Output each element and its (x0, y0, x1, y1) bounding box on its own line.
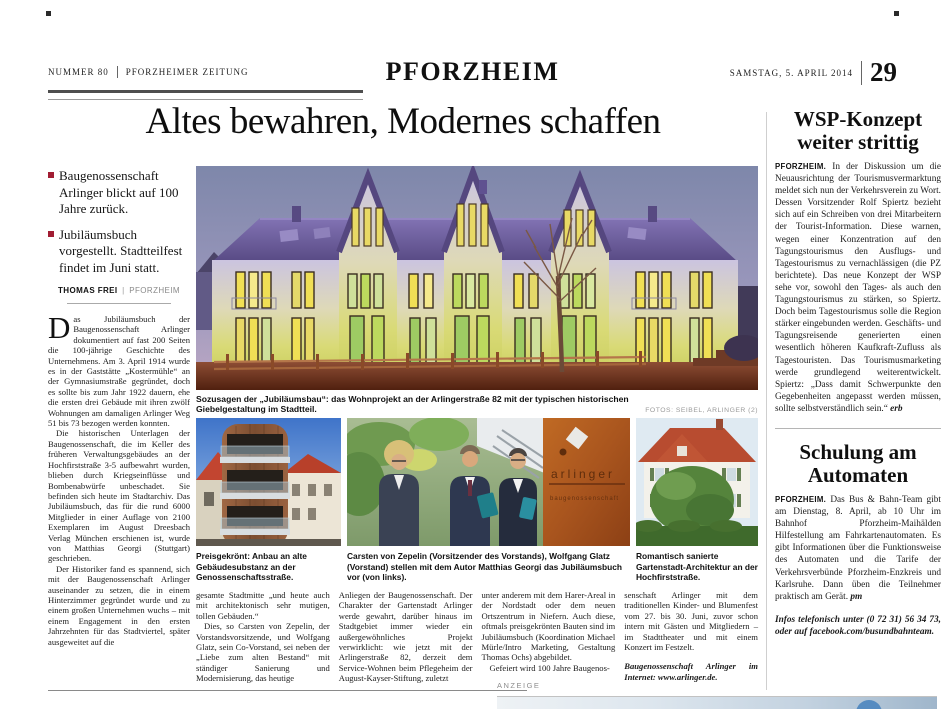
gartenstadt-illustration (636, 418, 758, 546)
teaser-text: Jubiläumsbuch vorgestellt. Stadtteilfest findet im Juni statt. (59, 226, 183, 275)
masthead-right (730, 57, 897, 88)
contact-info: Infos telefonisch unter (0 72 31) 56 34 73, oder auf facebook.com/busundbahnteam. (775, 614, 941, 637)
internet-note: Baugenossenschaft Arlinger im Internet: www.arlinger.de. (624, 661, 758, 682)
annex-illustration (196, 418, 341, 546)
paragraph: Anliegen der Baugenossenschaft. Der Charakter der Gartenstadt Arlinger werde gewahrt, darüber hinaus im Stadtgebiet immer wieder ein außergewöhnliches Projekt verwirklicht: wie jetzt mit der Arlingerstraße 82, derzeit dem Service-Wohnen beim Pflegeheim der August-Kayser-Stiftung, zuletzt (338, 590, 473, 684)
caption-annex: Preisgekrönt: Anbau an alte Gebäudesubstanz an der Genossenschaftsstraße. (196, 551, 307, 583)
wsp-headline-line2: weiter strittig (797, 130, 919, 154)
sign-text-baugenossenschaft: baugenossenschaft (550, 496, 620, 502)
byline-rule (67, 303, 171, 304)
paper-name: PFORZHEIMER ZEITUNG (125, 67, 249, 77)
article-body-col2 (196, 590, 330, 684)
photo-gartenstadt-house (636, 418, 758, 546)
caption-gartenstadt: Romantisch sanierte Gartenstadt-Architektur an der Hochfirststraße. (636, 551, 758, 583)
divider (861, 61, 862, 85)
teaser-bullet (48, 227, 190, 277)
article-bottom-columns (196, 590, 758, 684)
advertisement-strip (497, 696, 937, 709)
caption-board: Carsten von Zepelin (Vorsitzender des Vorstands), Wolfgang Glatz (Vorstand) stellen mit dem Autor Matthias Georgi das Jubiläumsbuch vor (von links). (347, 551, 623, 583)
caption-text: Sozusagen der „Jubiläumsbau“: das Wohnprojekt an der Arlingerstraße 82 mit der typischen historischen Giebelgestaltung im Stadtteil. (196, 394, 629, 414)
schulung-headline (775, 441, 941, 487)
paragraph: Der Historiker fand es spannend, sich mit der Baugenossenschaft Arlinger auseinander zu setzen, die in einem Hinterzimmer gegründet wurde und zu einem großen Unternehmen wuchs – mit einem Engagement in den ersten Jahrzehnten für das Stadtviertel, später ausgeweitet auf die (48, 563, 190, 647)
issue-number: NUMMER 80 (48, 67, 109, 77)
dateline: PFORZHEIM. (775, 162, 827, 171)
schulung-headline-line1: Schulung am (799, 439, 917, 464)
ad-logo-fragment (856, 700, 882, 709)
article-wsp (775, 108, 941, 415)
masthead (48, 57, 897, 91)
main-photo-caption (196, 394, 758, 414)
wsp-headline (775, 108, 941, 154)
photo-credit: FOTOS: SEIBEL, ARLINGER (2) (645, 407, 758, 414)
sign-text-arlinger: arlinger (551, 467, 616, 481)
photo-strip (196, 418, 758, 546)
column-divider (766, 112, 767, 690)
lead-column (48, 168, 190, 647)
right-rail (775, 108, 941, 638)
byline (48, 286, 190, 295)
author-name: THOMAS FREI (58, 286, 118, 295)
paragraph: Die historischen Unterlagen der Baugenossenschaft, die im Keller des früheren Verwaltungsgebäudes an der Hochfirststraße 3-5 aufbewahrt wurden, blieben durch Kriegseinflüsse und Bombenabwürfe unbeschadet. Sie befinden sich heute im Stadtarchiv. Das Jubiläumsbuch, das für die rund 6000 Mitglieder in einer Auflage von 2100 Exemplaren im August Dreesbach Verlag München erschienen ist, wurde von Matthias Georgi (Stuttgart) geschrieben. (48, 428, 190, 564)
photo-modern-annex (196, 418, 341, 546)
rail-divider (775, 428, 941, 429)
wsp-body (775, 161, 941, 415)
paragraph: Gefeiert wird 100 Jahre Baugenos- (489, 662, 610, 673)
photo-captions (196, 551, 758, 583)
issue-date: SAMSTAG, 5. APRIL 2014 (729, 67, 853, 78)
section-title: PFORZHEIM (385, 57, 560, 86)
teaser-bullet (48, 168, 190, 218)
bullet-square-icon (48, 172, 54, 178)
article-body-col3 (339, 590, 473, 684)
building-illustration (196, 166, 758, 390)
article-schulung (775, 441, 941, 638)
paragraph: Dies, so Carsten von Zepelin, der Vorstandsvorsitzende, und Wolfgang Glatz, sein Co-Vorstand, sei neben der „Liebe zum alten Bestand“ mit ständiger Sanierung und Modernisierung, das heutige (196, 621, 330, 684)
drop-cap: D (48, 310, 71, 345)
dateline: PFORZHEIM. (775, 494, 827, 504)
schulung-body-text: Das Bus & Bahn-Team gibt am Dienstag, 8. April, ab 10 Uhr im Bahnhof Pforzheim-Maihälden Hilfestellung am Fahrkartenautomaten. Es gibt Informationen über die Funktionsweise des Automaten und die Tarife der Verkehrsverbünde Pforzheim-Enzkreis und Karlsruhe. Dann üben die Teilnehmer praktisch am Gerät. (775, 494, 942, 602)
schulung-headline-line2: Automaten (807, 462, 909, 487)
photo-board-members (347, 418, 630, 546)
board-members-illustration (347, 418, 630, 546)
main-headline: Altes bewahren, Modernes schaffen (145, 101, 661, 142)
print-registration-mark (46, 11, 51, 16)
schulung-body (775, 494, 941, 603)
anzeige-label: ANZEIGE (497, 681, 541, 690)
paragraph: gesamte Stadtmitte „und heute auch mit architektonisch sehr mutigen, tollen Gebäuden.“ (196, 590, 330, 621)
print-registration-mark (894, 11, 899, 16)
page-number: 29 (870, 57, 897, 87)
author-sig: pm (850, 591, 863, 602)
bullet-square-icon (48, 231, 54, 237)
paragraph-text: as Jubiläumsbuch der Baugenossenschaft Arlinger dokumentiert auf fast 200 Seiten die 100-jährige Geschichte des Unternehmens. Am 3. April 1914 wurde es in der Gaststätte „Kostermühle“ an der Gymnasiumstraße gegründet, doch es sollte bis zum Jahr 1922 dauern, ehe die ersten drei Gebäude mit ihren zwölf Wohnungen am damaligen Arlinger Weg 51 bis 73 bezogen werden konnten. (48, 314, 190, 429)
wsp-body-text: In der Diskussion um die Neuausrichtung der Tourismusvermarktung meldet sich nun der Verkehrsverein zu Wort. Dessen Vorsitzender Rolf Spiertz bezieht sich auf ein Schreiben von drei Mitarbeitern der Tourist-Information. Diese warnen, wegen einer Konzentration auf den Tagungstourismus den Ausflugs- und Tagestourismus zu vernachlässigen (die PZ berichtete). Das neue Konzept der WSP sehe vor, sowohl den Tages- als auch den Tagungstourismus zu stärken, so Spiertz. Doch beim Tagestourismus solle die Region stärker eingebunden werden. Geschäfts- und Tagungsreisende generierten einen wesentlich höheren Kaufkraft-Zufluss als Tagestouristen. Das Tourismusmarketing werde grundlegend weiterentwickelt. Spiertz: „Dass damit Schwerpunkte den Gegebenheiten angepasst werden müssen, sollte selbstverständlich sein.“ (775, 162, 942, 414)
bottom-rule (48, 690, 527, 691)
byline-location: PFORZHEIM (129, 286, 180, 295)
author-sig: erb (890, 403, 903, 414)
byline-separator: | (122, 286, 125, 295)
teaser-text: Baugenossenschaft Arlinger blickt auf 100 Jahre zurück. (59, 168, 179, 216)
article-body-col4 (482, 590, 616, 684)
paragraph (48, 310, 190, 429)
main-photo-building-at-dusk (196, 166, 758, 390)
paragraph: unter anderem mit dem Harer-Areal in der Nordstadt oder dem neuen Ortszentrum in Niefern. Auch diese, oftmals preisgekrönten Bauten sind im Jubiläumsbuch (Koordination Michael Mürle/Intro Marketing, Gestaltung Thomas Ochs) abgebildet. (481, 590, 616, 663)
article-body-col1 (48, 310, 190, 647)
wsp-headline-line1: WSP-Konzept (793, 107, 923, 131)
paragraph: senschaft Arlinger mit dem traditionellen Kinder- und Blumenfest vom 27. bis 30. Juni, zuvor schon intern mit Gästen und Mitgliedern – im Stadttheater und mit einem Konzert im Festzelt. (624, 590, 758, 653)
article-body-col5 (624, 590, 758, 684)
masthead-rule (48, 90, 363, 100)
